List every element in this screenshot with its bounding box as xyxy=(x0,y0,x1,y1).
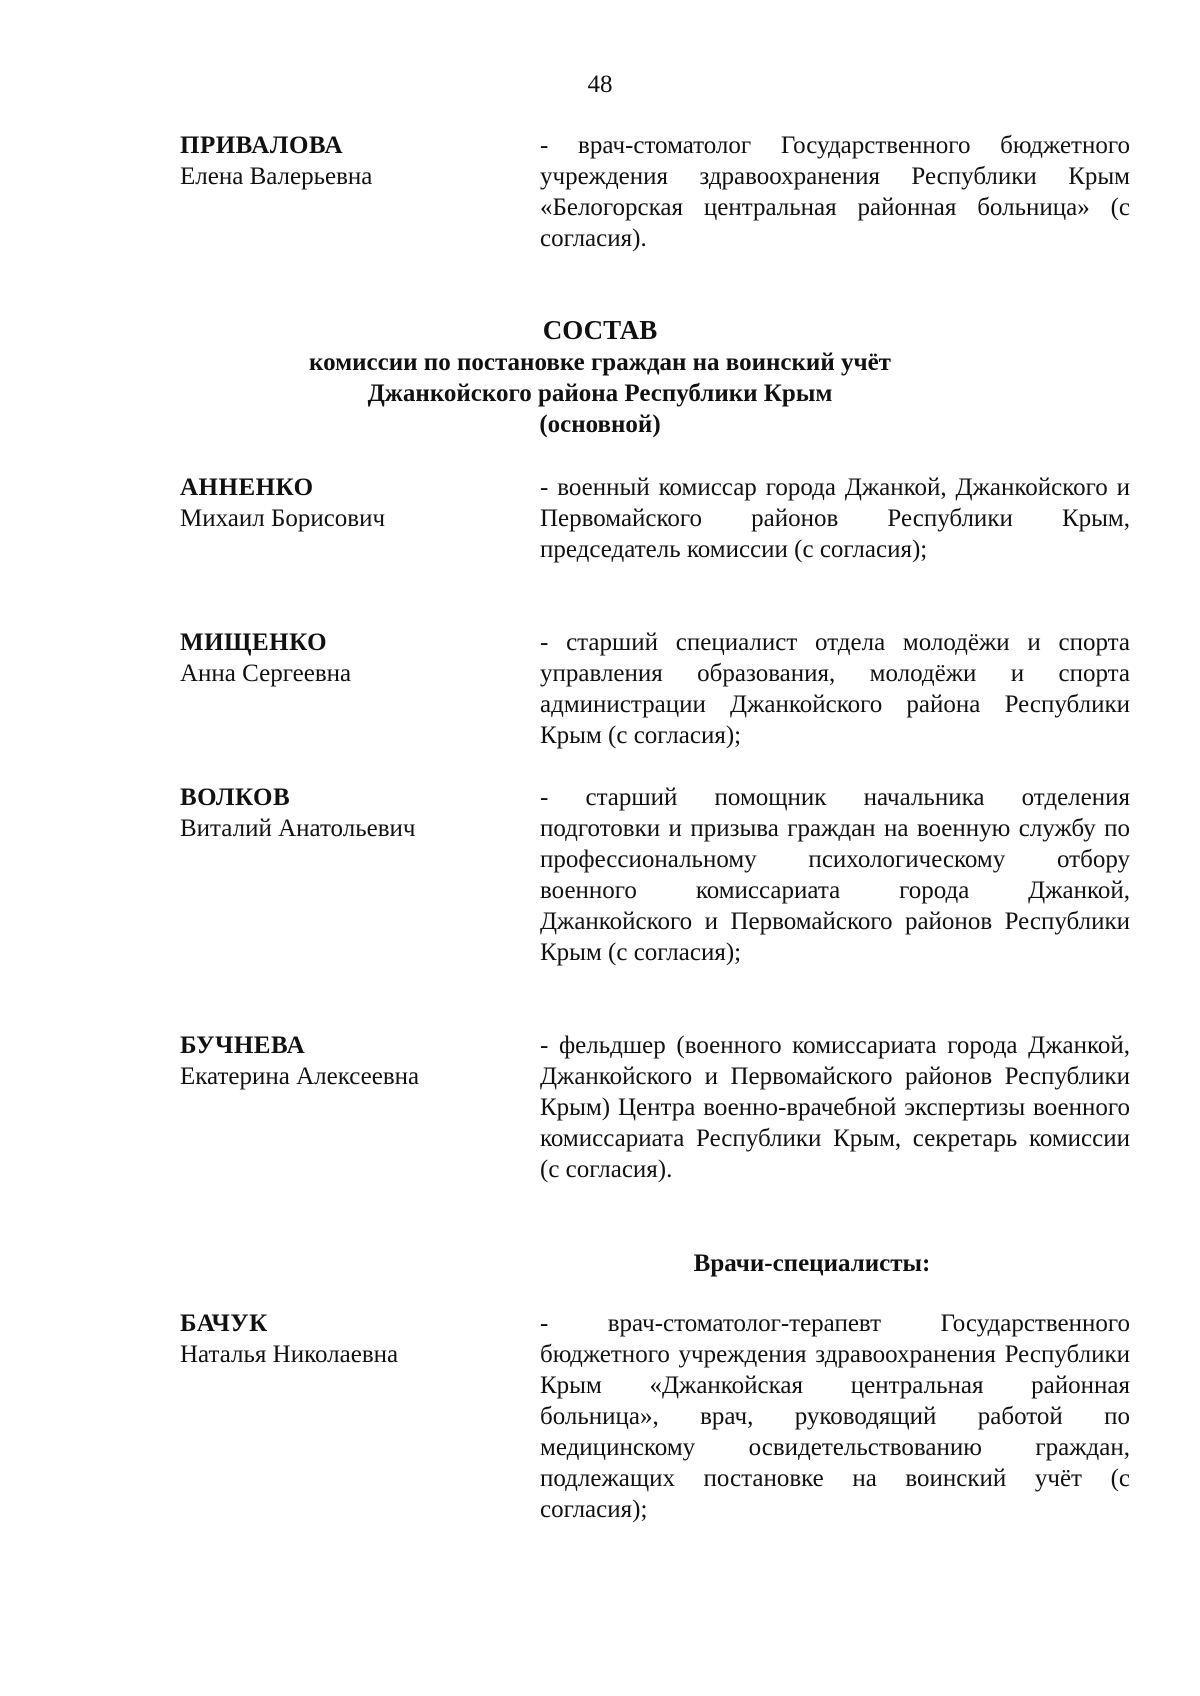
section-heading xyxy=(0,313,1200,440)
entry-description: - врач-стоматолог-терапевт Государственного бюджетного учреждения здравоохранения Республики Крым «Джанкойская центральная районная больница», врач, руководящий работой по медицинскому освидетельствованию граждан, подлежащих постановке на воинский учёт (с согласия); xyxy=(540,1310,1130,1523)
entry-description: - фельдшер (военного комиссариата города Джанкой, Джанкойского и Первомайского районов Республики Крым) Центра военно-врачебной экспертизы военного комиссариата Республики Крым, секретарь комиссии (с согласия). xyxy=(540,1032,1130,1183)
entry-name xyxy=(180,130,520,192)
page-number: 48 xyxy=(587,71,613,98)
entry-description: - военный комиссар города Джанкой, Джанкойского и Первомайского районов Республики Крым, председатель комиссии (с согласия); xyxy=(540,474,1130,563)
entry-surname: БАЧУК xyxy=(180,1310,268,1337)
entry-surname: МИЩЕНКО xyxy=(180,629,328,656)
entry-name xyxy=(180,782,520,844)
heading-line-1: комиссии по постановке граждан на воинский учёт xyxy=(309,349,891,376)
entry-surname: ПРИВАЛОВА xyxy=(180,132,344,159)
entry-given-name: Екатерина Алексеевна xyxy=(180,1063,420,1090)
specialists-subheading: Врачи-специалисты: xyxy=(693,1250,931,1277)
entry-given-name: Виталий Анатольевич xyxy=(180,815,416,842)
entry-name xyxy=(180,1030,520,1092)
entry-given-name: Елена Валерьевна xyxy=(180,163,373,190)
entry-name xyxy=(180,627,520,689)
entry-description: - старший помощник начальника отделения подготовки и призыва граждан на военную службу по профессиональному психологическому отбору военного комиссариата города Джанкой, Джанкойского и Первомайского районов Республики Крым (с согласия); xyxy=(540,784,1130,966)
entry-description: - старший специалист отдела молодёжи и спорта управления образования, молодёжи и спорта администрации Джанкойского района Республики Крым (с согласия); xyxy=(540,629,1130,749)
entry-name xyxy=(180,472,520,534)
entry-surname: ВОЛКОВ xyxy=(180,784,291,811)
entry-given-name: Михаил Борисович xyxy=(180,505,386,532)
entry-description: - врач-стоматолог Государственного бюджетного учреждения здравоохранения Республики Крым «Белогорская центральная районная больница» (с согласия). xyxy=(540,132,1130,252)
entry-surname: БУЧНЕВА xyxy=(180,1032,306,1059)
heading-line-3: (основной) xyxy=(539,411,661,438)
entry-given-name: Анна Сергеевна xyxy=(180,660,352,687)
entry-surname: АННЕНКО xyxy=(180,474,314,501)
entry-given-name: Наталья Николаевна xyxy=(180,1341,399,1368)
heading-title: СОСТАВ xyxy=(542,315,658,345)
entry-name xyxy=(180,1308,520,1370)
heading-line-2: Джанкойского района Республики Крым xyxy=(367,380,833,407)
